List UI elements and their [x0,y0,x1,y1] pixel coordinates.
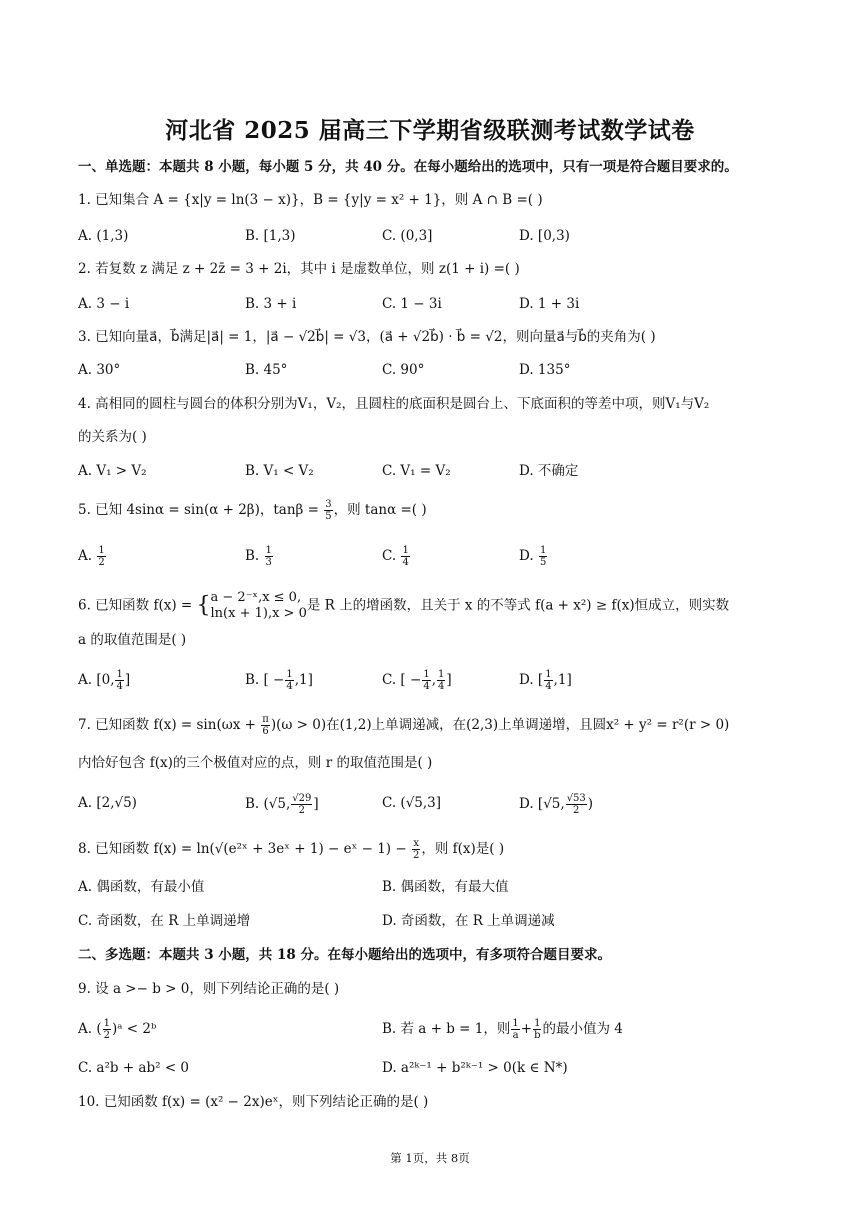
fraction-denominator: 4 [402,557,409,568]
question-8-stem [78,838,504,861]
question-7-option-c: C. (√5,3] [382,795,442,811]
question-10-stem: 10. 已知函数 f(x) = (x² − 2x)eˣ，则下列结论正确的是( ) [78,1094,429,1110]
option-fraction [566,793,587,816]
fraction-denominator: b [534,1030,541,1041]
question-2-stem: 2. 若复数 z 满足 z + 2z̄ = 3 + 2i，其中 i 是虚数单位，则 z(1 + i) =( ) [78,261,520,277]
option-label: A. [78,548,97,564]
question-6-option-a [78,669,130,692]
fraction-denominator: 4 [286,681,293,692]
question-5-stem [78,499,427,522]
fraction-numerator: 1 [512,1018,519,1029]
option-fraction [265,545,273,568]
question-4-option-a: A. V₁ > V₂ [78,463,147,479]
fraction-denominator: 2 [412,850,420,861]
fraction-denominator: 2 [98,557,105,568]
option-text: B. (√5, [245,796,291,812]
question-3-stem: 3. 已知向量a⃗，b⃗满足|a⃗| = 1，|a⃗ − √2b⃗| = √3，(a⃗ + √2b⃗) · b⃗ = √2，则向量a⃗与b⃗的夹角为( ) [78,329,656,345]
fraction-numerator: π [262,714,269,725]
question-1-option-a: A. (1,3) [78,228,129,244]
fraction-numerator: √53 [566,793,586,804]
fraction-numerator: 1 [423,669,430,680]
option-text: ) [587,796,594,812]
question-6-stem-suffix: 是 R 上的增函数，且关于 x 的不等式 f(a + x²) ≥ f(x)恒成立，则实数 [306,597,730,614]
question-9-option-d: D. a²ᵏ⁻¹ + b²ᵏ⁻¹ > 0(k ∈ N*) [382,1060,568,1076]
option-text: B. [ − [245,672,285,688]
fraction-numerator: 1 [98,545,105,556]
question-2-option-a: A. 3 − i [78,296,130,312]
question-6-stem [78,590,729,622]
option-text: ] [446,672,452,688]
x-over-two-fraction [412,838,420,861]
question-3-option-c: C. 90° [382,362,425,378]
fraction-denominator: 4 [437,681,445,692]
option-text: C. [ − [382,672,422,688]
question-5-option-b [245,545,274,568]
fraction-numerator: x [413,838,419,849]
fraction-denominator: 3 [265,557,272,568]
question-7-stem [78,714,729,737]
question-1-option-d: D. [0,3) [519,228,570,244]
fraction-numerator: 1 [402,545,409,556]
question-4-option-c: C. V₁ = V₂ [382,463,451,479]
option-text: ] [313,796,319,812]
option-fraction [511,1018,519,1041]
option-text: )ᵃ < 2ᵇ [111,1021,157,1037]
option-label: C. [382,548,401,564]
question-8-option-b: B. 偶函数，有最大值 [382,879,509,895]
question-2-option-b: B. 3 + i [245,296,297,312]
section-multiple-choice: 二、多选题：本题共 3 小题，共 18 分。在每小题给出的选项中，有多项符合题目要求。 [78,947,611,963]
question-6-option-c [382,669,452,692]
question-2-option-d: D. 1 + 3i [519,296,580,312]
option-text: ,1] [553,672,572,688]
option-fraction [103,1018,111,1041]
tan-beta-fraction [324,499,332,522]
question-9-option-a [78,1018,156,1041]
option-label: B. [245,548,264,564]
fraction-denominator: 2 [103,1030,110,1041]
fraction-numerator: 1 [534,1018,541,1029]
option-text: A. [0, [78,672,115,688]
option-fraction [401,545,409,568]
option-fraction [533,1018,541,1041]
option-text: A. ( [78,1021,102,1037]
fraction-numerator: 1 [265,545,272,556]
question-5-stem-suffix: ，则 tanα =( ) [333,502,427,518]
question-5-option-d [519,545,548,568]
option-fraction [437,669,445,692]
option-text: D. [ [519,672,544,688]
option-text: ,1] [294,672,313,688]
fraction-denominator: a [512,1030,519,1041]
fraction-numerator: 1 [286,669,293,680]
option-text: , [431,672,436,688]
question-9-option-b [382,1018,623,1041]
section-single-choice: 一、单选题：本题共 8 小题，每小题 5 分，共 40 分。在每小题给出的选项中，只有一项是符合题目要求的。 [78,159,738,175]
question-4-option-d: D. 不确定 [519,463,579,479]
fraction-numerator: 1 [539,545,547,556]
question-7-option-d [519,793,593,816]
question-4-option-b: B. V₁ < V₂ [245,463,314,479]
question-6-stem-prefix: 6. 已知函数 f(x) = [78,597,197,614]
option-fraction [115,669,123,692]
question-8-option-c: C. 奇函数，在 R 上单调递增 [78,913,251,929]
option-text: + [520,1021,533,1037]
question-1-stem: 1. 已知集合 A = {x|y = ln(3 − x)}，B = {y|y = x² + 1}，则 A ∩ B =( ) [78,192,543,208]
fraction-denominator: 4 [423,681,430,692]
fraction-denominator: 4 [545,681,552,692]
pi-over-six-fraction [261,714,270,737]
question-7-option-b [245,793,319,816]
page-title: 河北省 2025 届高三下学期省级联测考试数学试卷 [165,117,695,144]
question-8-stem-suffix: ，则 f(x)是( ) [421,841,505,857]
question-3-option-a: A. 30° [78,362,121,378]
fraction-numerator: 1 [116,669,123,680]
option-text: D. [√5, [519,796,565,812]
question-8-stem-prefix: 8. 已知函数 f(x) = ln(√(e²ˣ + 3eˣ + 1) − eˣ − 1) − [78,841,411,857]
question-4-stem-line1: 4. 高相同的圆柱与圆台的体积分别为V₁，V₂，且圆柱的底面积是圆台上、下底面积的等差中项，则V₁与V₂ [78,396,710,412]
page-footer: 第 1页，共 8页 [390,1151,470,1165]
option-text: B. 若 a + b = 1，则 [382,1021,511,1037]
question-5-stem-prefix: 5. 已知 4sinα = sin(α + 2β)，tanβ = [78,502,324,518]
fraction-denominator: 5 [325,511,332,522]
question-4-stem-line2: 的关系为( ) [78,429,147,445]
option-fraction [539,545,547,568]
question-5-option-c [382,545,411,568]
question-6-option-b [245,669,313,692]
question-6-option-d [519,669,572,692]
option-fraction [97,545,105,568]
question-6-stem-line2: a 的取值范围是( ) [78,632,187,648]
fraction-denominator: 2 [298,805,305,816]
fraction-numerator: √29 [292,793,312,804]
fraction-numerator: 1 [437,669,445,680]
question-9-option-c: C. a²b + ab² < 0 [78,1060,190,1076]
question-3-option-d: D. 135° [519,362,571,378]
question-7-stem-suffix: )(ω > 0)在(1,2)上单调递减，在(2,3)上单调递增，且圆x² + y² = r²(r > 0) [270,717,730,733]
piecewise-brace-icon: { [196,593,211,618]
fraction-numerator: 1 [545,669,552,680]
question-2-option-c: C. 1 − 3i [382,296,442,312]
question-3-option-b: B. 45° [245,362,288,378]
fraction-numerator: 1 [103,1018,110,1029]
piecewise-cases [211,590,307,622]
question-5-option-a [78,545,107,568]
fraction-denominator: 4 [116,681,123,692]
fraction-denominator: 2 [573,805,580,816]
question-8-option-d: D. 奇函数，在 R 上单调递减 [382,913,555,929]
fraction-denominator: 5 [539,557,547,568]
option-text: 的最小值为 4 [542,1021,623,1037]
question-7-stem-line2: 内恰好包含 f(x)的三个极值对应的点，则 r 的取值范围是( ) [78,755,433,771]
option-fraction [285,669,293,692]
question-7-option-a: A. [2,√5) [78,795,137,811]
option-fraction [544,669,552,692]
option-fraction [291,793,312,816]
fraction-numerator: 3 [325,499,332,510]
option-text: ] [124,672,131,688]
question-9-stem: 9. 设 a >− b > 0，则下列结论正确的是( ) [78,981,340,997]
question-1-option-c: C. (0,3] [382,228,433,244]
question-1-option-b: B. [1,3) [245,228,296,244]
question-8-option-a: A. 偶函数，有最小值 [78,879,205,895]
option-fraction [422,669,430,692]
question-7-stem-prefix: 7. 已知函数 f(x) = sin(ωx + [78,717,261,733]
piecewise-case-1: a − 2⁻ˣ,x ≤ 0, [210,590,302,605]
fraction-denominator: 6 [262,726,269,737]
piecewise-case-2: ln(x + 1),x > 0 [210,606,307,621]
option-label: D. [519,548,538,564]
